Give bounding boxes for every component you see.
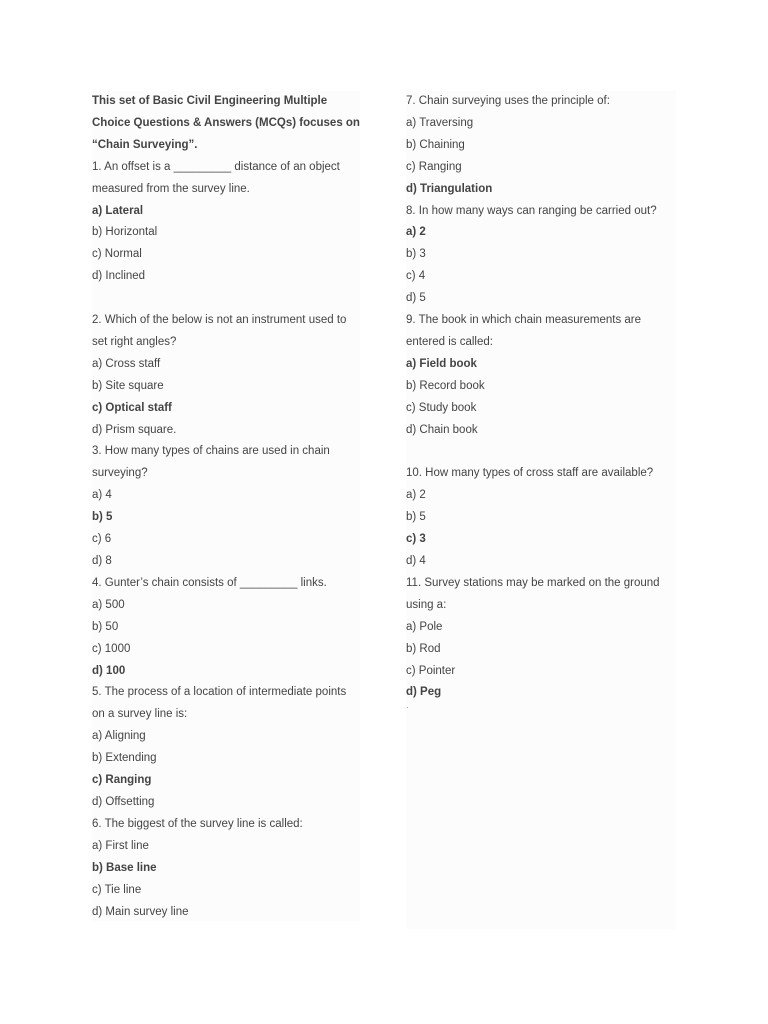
question-11: 11. Survey stations may be marked on the ground using a:: [406, 576, 660, 611]
q3-option-a: a) 4: [92, 489, 112, 502]
q4-option-d-answer: d) 100: [92, 664, 126, 677]
q11-option-c: c) Pointer: [406, 664, 456, 677]
q1-option-a-answer: a) Lateral: [92, 204, 144, 217]
q3-option-b-answer: b) 5: [92, 511, 113, 524]
spacer: [406, 442, 676, 464]
q5-option-a: a) Aligning: [92, 730, 146, 743]
q4-option-a: a) 500: [92, 598, 125, 611]
question-4: 4. Gunter’s chain consists of _________ links.: [92, 576, 327, 589]
q4-option-c: c) 1000: [92, 642, 131, 655]
question-6: 6. The biggest of the survey line is called:: [92, 817, 303, 830]
q9-option-d: d) Chain book: [406, 423, 478, 436]
q6-option-d: d) Main survey line: [92, 905, 189, 918]
question-10: 10. How many types of cross staff are available?: [406, 467, 654, 480]
q2-option-c-answer: c) Optical staff: [92, 401, 172, 414]
question-9: 9. The book in which chain measurements are entered is called:: [406, 314, 642, 348]
q11-option-d-answer: d) Peg: [406, 686, 442, 699]
q1-option-d: d) Inclined: [92, 270, 146, 283]
q5-option-b: b) Extending: [92, 752, 157, 765]
q6-option-b-answer: b) Base line: [92, 861, 157, 874]
trailing-mark: ·: [406, 703, 409, 713]
q2-option-b: b) Site square: [92, 379, 164, 392]
question-3: 3. How many types of chains are used in chain surveying?: [92, 445, 330, 480]
q11-option-b: b) Rod: [406, 642, 441, 655]
question-7: 7. Chain surveying uses the principle of:: [406, 95, 610, 107]
q2-option-a: a) Cross staff: [92, 357, 161, 370]
intro-text: This set of Basic Civil Engineering Multiple Choice Questions & Answers (MCQs) focuses on “Chain Surveying”.: [92, 95, 360, 151]
q2-option-d: d) Prism square.: [92, 423, 177, 436]
q10-option-c-answer: c) 3: [406, 533, 426, 546]
q9-option-a-answer: a) Field book: [406, 357, 477, 370]
q7-option-b: b) Chaining: [406, 138, 465, 151]
question-2: 2. Which of the below is not an instrument used to set right angles?: [92, 314, 347, 348]
q7-option-a: a) Traversing: [406, 116, 474, 129]
q8-option-a-answer: a) 2: [406, 226, 426, 239]
q1-option-b: b) Horizontal: [92, 226, 158, 239]
q5-option-d: d) Offsetting: [92, 795, 155, 808]
question-1: 1. An offset is a _________ distance of an object measured from the survey line.: [92, 160, 340, 195]
q8-option-b: b) 3: [406, 248, 426, 261]
q3-option-c: c) 6: [92, 533, 112, 546]
question-8: 8. In how many ways can ranging be carried out?: [406, 204, 657, 217]
q10-option-d: d) 4: [406, 555, 426, 568]
q11-option-a: a) Pole: [406, 620, 443, 633]
q9-option-b: b) Record book: [406, 379, 485, 392]
q5-option-c-answer: c) Ranging: [92, 774, 152, 787]
q9-option-c: c) Study book: [406, 401, 477, 414]
q7-option-c: c) Ranging: [406, 160, 462, 173]
left-column: [92, 91, 360, 921]
q3-option-d: d) 8: [92, 555, 112, 568]
q6-option-a: a) First line: [92, 839, 149, 852]
q10-option-b: b) 5: [406, 511, 426, 524]
q6-option-c: c) Tie line: [92, 883, 142, 896]
q4-option-b: b) 50: [92, 620, 119, 633]
q7-option-d-answer: d) Triangulation: [406, 182, 493, 195]
right-column: [406, 91, 676, 929]
spacer: [92, 288, 360, 310]
question-5: 5. The process of a location of intermediate points on a survey line is:: [92, 686, 347, 721]
q10-option-a: a) 2: [406, 489, 426, 502]
q1-option-c: c) Normal: [92, 248, 142, 261]
q8-option-d: d) 5: [406, 292, 426, 305]
q8-option-c: c) 4: [406, 270, 426, 283]
